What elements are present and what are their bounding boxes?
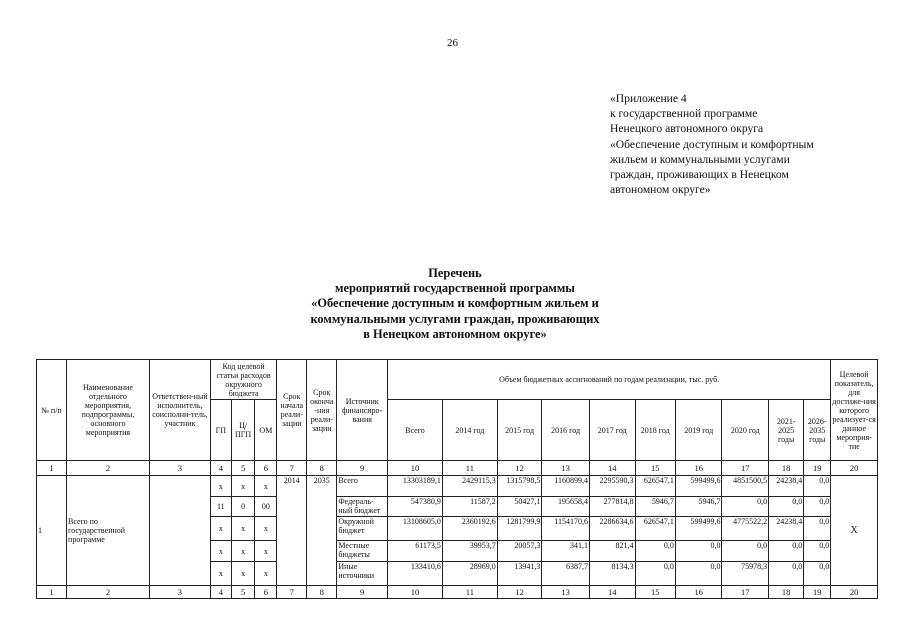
column-number: 12 xyxy=(497,586,542,599)
column-number: 8 xyxy=(307,586,337,599)
value-cell: 28969,0 xyxy=(442,562,497,586)
value-cell: 277814,8 xyxy=(589,497,635,517)
value-cell: 2429115,3 xyxy=(442,476,497,497)
code-om: x xyxy=(255,476,277,497)
value-cell: 5946,7 xyxy=(635,497,675,517)
code-gp: x xyxy=(210,517,231,541)
value-cell: 11587,2 xyxy=(442,497,497,517)
column-number: 15 xyxy=(635,461,675,476)
code-om: 00 xyxy=(255,497,277,517)
column-number: 3 xyxy=(149,586,210,599)
appendix-note xyxy=(610,91,880,197)
value-cell: 2286634,6 xyxy=(589,517,635,541)
header-num: № п/п xyxy=(37,360,67,461)
value-cell: 0,0 xyxy=(635,562,675,586)
column-number: 1 xyxy=(37,461,67,476)
header-end: Срок оконча -ния реали-зации xyxy=(307,360,337,461)
code-om: x xyxy=(255,517,277,541)
value-cell: 0,0 xyxy=(722,497,769,517)
header-om: ОМ xyxy=(255,400,277,461)
appendix-line: Ненецкого автономного округа xyxy=(610,122,764,136)
title-line: в Ненецком автономном округе» xyxy=(363,326,547,341)
value-cell: 5946,7 xyxy=(675,497,722,517)
appendix-line: автономном округе» xyxy=(610,183,711,197)
column-number: 19 xyxy=(804,586,831,599)
value-cell: 0,0 xyxy=(722,541,769,562)
header-responsible: Ответствен-ный исполнитель, соисполни-тель, участник xyxy=(149,360,210,461)
value-cell: 2360192,6 xyxy=(442,517,497,541)
value-cell: 0,0 xyxy=(804,497,831,517)
header-year: 2017 год xyxy=(589,400,635,461)
column-number: 6 xyxy=(255,586,277,599)
header-pgp: Ц/ ПГП xyxy=(231,400,255,461)
header-name: Наименование отдельного мероприятия, подпрограммы, основного мероприятия xyxy=(67,360,150,461)
header-volume: Объем бюджетных ассигнований по годам реализации, тыс. руб. xyxy=(388,360,831,400)
page-number: 26 xyxy=(447,37,458,49)
column-number: 14 xyxy=(589,586,635,599)
column-number: 6 xyxy=(255,461,277,476)
column-number: 11 xyxy=(442,461,497,476)
column-number: 7 xyxy=(277,461,307,476)
row-responsible xyxy=(149,476,210,586)
value-cell: 626547,1 xyxy=(635,517,675,541)
value-cell: 599499,6 xyxy=(675,476,722,497)
value-cell: 0,0 xyxy=(769,562,804,586)
value-cell: 0,0 xyxy=(804,562,831,586)
column-number: 10 xyxy=(388,586,443,599)
appendix-line: «Обеспечение доступным и комфортным xyxy=(610,137,814,151)
header-year: 2016 год xyxy=(542,400,590,461)
code-gp: x xyxy=(210,541,231,562)
source-name: Местные бюджеты xyxy=(337,541,388,562)
source-name: Окружной бюджет xyxy=(337,517,388,541)
code-pgp: 0 xyxy=(231,497,255,517)
value-cell: 20057,3 xyxy=(497,541,542,562)
column-number: 11 xyxy=(442,586,497,599)
appendix-line: к государственной программе xyxy=(610,107,758,121)
table-row xyxy=(37,476,878,497)
column-number: 8 xyxy=(307,461,337,476)
column-number: 2 xyxy=(67,586,150,599)
column-number: 16 xyxy=(675,586,722,599)
code-pgp: x xyxy=(231,562,255,586)
title-line: Перечень xyxy=(428,266,482,280)
source-name: Иные источники xyxy=(337,562,388,586)
column-number: 4 xyxy=(210,461,231,476)
value-cell: 0,0 xyxy=(675,541,722,562)
value-cell: 6387,7 xyxy=(542,562,590,586)
code-om: x xyxy=(255,541,277,562)
value-cell: 599499,6 xyxy=(675,517,722,541)
value-cell: 0,0 xyxy=(804,476,831,497)
column-number: 5 xyxy=(231,586,255,599)
column-number: 17 xyxy=(722,586,769,599)
column-number: 13 xyxy=(542,586,590,599)
value-cell: 13108605,0 xyxy=(388,517,443,541)
row-number: 1 xyxy=(37,476,67,586)
value-cell: 75978,3 xyxy=(722,562,769,586)
value-cell: 626547,1 xyxy=(635,476,675,497)
value-cell: 13941,3 xyxy=(497,562,542,586)
column-number: 1 xyxy=(37,586,67,599)
value-cell: 341,1 xyxy=(542,541,590,562)
column-number: 17 xyxy=(722,461,769,476)
value-cell: 4851500,5 xyxy=(722,476,769,497)
column-number: 12 xyxy=(497,461,542,476)
row-indicator: X xyxy=(831,476,878,586)
value-cell: 0,0 xyxy=(769,541,804,562)
value-cell: 547380,9 xyxy=(388,497,443,517)
column-number: 2 xyxy=(67,461,150,476)
row-name: Всего по государственной программе xyxy=(67,476,150,586)
value-cell: 0,0 xyxy=(635,541,675,562)
code-gp: x xyxy=(210,562,231,586)
value-cell: 2295590,3 xyxy=(589,476,635,497)
column-number: 19 xyxy=(804,461,831,476)
appendix-line: жильем и коммунальными услугами xyxy=(610,152,790,166)
value-cell: 13303189,1 xyxy=(388,476,443,497)
header-year: 2026-2035 годы xyxy=(804,400,831,461)
value-cell: 133410,6 xyxy=(388,562,443,586)
value-cell: 195658,4 xyxy=(542,497,590,517)
column-number: 18 xyxy=(769,586,804,599)
header-source: Источник финансиро-вания xyxy=(337,360,388,461)
source-name: Всего xyxy=(337,476,388,497)
header-year: 2018 год xyxy=(635,400,675,461)
value-cell: 0,0 xyxy=(769,497,804,517)
header-gp: ГП xyxy=(210,400,231,461)
column-number: 14 xyxy=(589,461,635,476)
value-cell: 4775522,2 xyxy=(722,517,769,541)
column-number: 15 xyxy=(635,586,675,599)
column-number: 4 xyxy=(210,586,231,599)
value-cell: 24238,4 xyxy=(769,517,804,541)
header-year: 2015 год xyxy=(497,400,542,461)
column-number: 13 xyxy=(542,461,590,476)
header-year: 2021-2025 годы xyxy=(769,400,804,461)
source-name: Федераль-ный бюджет xyxy=(337,497,388,517)
value-cell: 61173,5 xyxy=(388,541,443,562)
value-cell: 39953,7 xyxy=(442,541,497,562)
value-cell: 24238,4 xyxy=(769,476,804,497)
row-start: 2014 xyxy=(277,476,307,586)
column-number: 20 xyxy=(831,461,878,476)
column-number: 10 xyxy=(388,461,443,476)
column-number: 3 xyxy=(149,461,210,476)
row-end: 2035 xyxy=(307,476,337,586)
code-gp: 11 xyxy=(210,497,231,517)
value-cell: 50427,1 xyxy=(497,497,542,517)
value-cell: 0,0 xyxy=(804,517,831,541)
header-year: 2019 год xyxy=(675,400,722,461)
column-number: 18 xyxy=(769,461,804,476)
value-cell: 1315798,5 xyxy=(497,476,542,497)
value-cell: 1281799,9 xyxy=(497,517,542,541)
header-start: Срок начала реали-зации xyxy=(277,360,307,461)
program-activities-table xyxy=(36,359,878,599)
value-cell: 8134,3 xyxy=(589,562,635,586)
value-cell: 0,0 xyxy=(804,541,831,562)
header-total: Всего xyxy=(388,400,443,461)
value-cell: 821,4 xyxy=(589,541,635,562)
code-pgp: x xyxy=(231,517,255,541)
column-number: 9 xyxy=(337,586,388,599)
code-pgp: x xyxy=(231,476,255,497)
code-om: x xyxy=(255,562,277,586)
header-indicator: Целевой показатель, для достиже-ния которого реализует-ся данное мероприя-тие xyxy=(831,360,878,461)
value-cell: 0,0 xyxy=(675,562,722,586)
column-number: 7 xyxy=(277,586,307,599)
header-budget-code: Код целевой статьи расходов окружного бюджета xyxy=(210,360,276,400)
code-gp: x xyxy=(210,476,231,497)
appendix-line: «Приложение 4 xyxy=(610,92,687,105)
header-year: 2014 год xyxy=(442,400,497,461)
document-title xyxy=(200,266,710,342)
header-year: 2020 год xyxy=(722,400,769,461)
title-line: мероприятий государственной программы xyxy=(335,281,575,296)
title-line: коммунальными услугами граждан, проживающих xyxy=(310,311,600,326)
column-number: 20 xyxy=(831,586,878,599)
code-pgp: x xyxy=(231,541,255,562)
appendix-line: граждан, проживающих в Ненецком xyxy=(610,168,789,182)
value-cell: 1154170,6 xyxy=(542,517,590,541)
column-number: 9 xyxy=(337,461,388,476)
title-line: «Обеспечение доступным и комфортным жильем и xyxy=(311,296,599,311)
column-number: 16 xyxy=(675,461,722,476)
column-number: 5 xyxy=(231,461,255,476)
value-cell: 1160899,4 xyxy=(542,476,590,497)
